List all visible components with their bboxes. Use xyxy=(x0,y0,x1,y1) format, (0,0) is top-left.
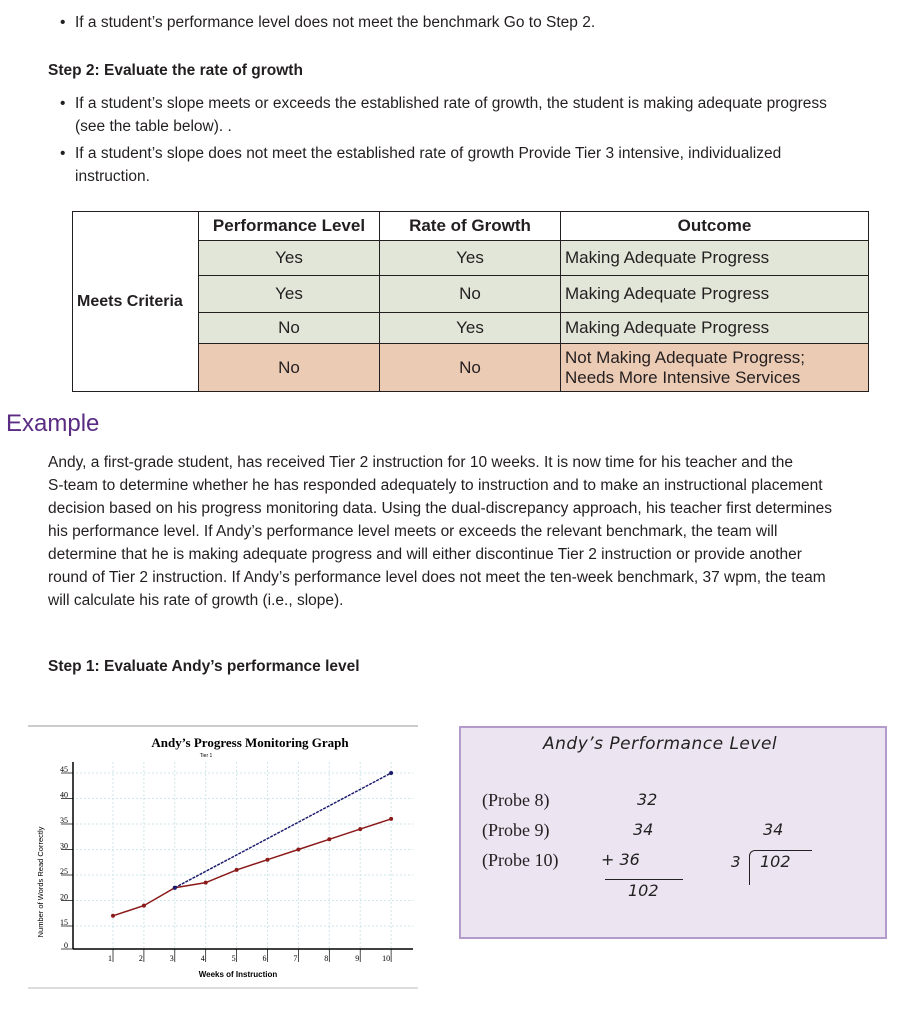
y-tick-label: 35 xyxy=(60,816,68,825)
sum-line xyxy=(605,879,683,880)
sum-value: 102 xyxy=(628,881,659,900)
cell: Making Adequate Progress xyxy=(561,276,869,313)
example-paragraph xyxy=(48,451,832,612)
data-point xyxy=(142,904,146,908)
x-axis-label: Weeks of Instruction xyxy=(198,970,278,979)
x-tick-label: 2 xyxy=(138,954,143,963)
cell-line: Not Making Adequate Progress; xyxy=(565,347,806,367)
cell: Yes xyxy=(199,241,380,276)
cell: Making Adequate Progress xyxy=(561,241,869,276)
bullet-item: • If a student’s slope does not meet the established rate of growth Provide Tier 3 intensive, individualized instruction. xyxy=(60,145,782,185)
divisor: 3 xyxy=(731,853,741,871)
data-point xyxy=(173,886,177,890)
data-point xyxy=(296,848,300,852)
probe-label: (Probe 9) xyxy=(482,820,550,840)
performance-level-box xyxy=(459,726,887,939)
x-tick-label: 6 xyxy=(262,954,267,963)
bullet-text: instruction. xyxy=(75,168,150,185)
probe-value: + 36 xyxy=(601,850,640,869)
bullet-text: (see the table below). . xyxy=(75,118,232,135)
progress-chart xyxy=(28,725,418,989)
data-point xyxy=(327,837,331,841)
x-tick-label: 4 xyxy=(200,954,205,963)
x-tick-label: 10 xyxy=(382,954,391,963)
dividend: 102 xyxy=(760,852,791,871)
step1-heading: Step 1: Evaluate Andy’s performance level xyxy=(48,658,360,675)
bullet-text: If a student’s slope meets or exceeds the established rate of growth, the student is making adequate progress xyxy=(75,95,827,112)
series-line-progress xyxy=(113,819,391,916)
cell xyxy=(561,344,869,392)
data-point xyxy=(358,827,362,831)
text-line: decision based on his progress monitoring data. Using the dual-discrepancy approach, his teacher first determines xyxy=(48,500,833,517)
chart-svg xyxy=(28,727,418,987)
x-tick-label: 1 xyxy=(108,954,112,963)
criteria-table xyxy=(72,211,869,392)
cell-line: Needs More Intensive Services xyxy=(565,367,801,387)
cell: No xyxy=(199,313,380,344)
y-axis-label: Number of Words Read Correctly xyxy=(36,826,45,938)
data-point xyxy=(389,771,393,775)
x-tick-label: 8 xyxy=(324,954,329,963)
chart-subtitle: Tier 1 xyxy=(199,753,213,759)
example-heading: Example xyxy=(6,410,100,437)
cell: Yes xyxy=(380,241,561,276)
header-outcome: Outcome xyxy=(561,212,869,241)
x-tick-label: 9 xyxy=(355,954,360,963)
x-tick-label: 5 xyxy=(231,954,236,963)
bullet-item: • If a student’s performance level does not meet the benchmark Go to Step 2. xyxy=(60,14,596,31)
cell: No xyxy=(380,276,561,313)
text-line: S-team to determine whether he has responded adequately to instruction and to make an instructional placement xyxy=(48,477,823,494)
x-tick-label: 7 xyxy=(293,954,298,963)
text-line: determine that he is making adequate progress and will either discontinue Tier 2 instruction or provide another xyxy=(48,546,802,563)
data-point xyxy=(204,881,208,885)
row-label: Meets Criteria xyxy=(73,212,199,392)
cell: Yes xyxy=(380,313,561,344)
cell: No xyxy=(380,344,561,392)
text-line: his performance level. If Andy’s performance level meets or exceeds the relevant benchmark, the team will xyxy=(48,523,778,540)
cell: Making Adequate Progress xyxy=(561,313,869,344)
header-performance: Performance Level xyxy=(199,212,380,241)
performance-title: Andy’s Performance Level xyxy=(543,734,778,754)
text-line: round of Tier 2 instruction. If Andy’s performance level does not meet the ten-week benchmark, 37 wpm, the team xyxy=(48,569,826,586)
header-rate: Rate of Growth xyxy=(380,212,561,241)
quotient: 34 xyxy=(763,820,784,839)
bullet-text: If a student’s slope does not meet the established rate of growth Provide Tier 3 intensive, individualized xyxy=(75,145,782,162)
x-tick-label: 3 xyxy=(169,954,174,963)
cell: Yes xyxy=(199,276,380,313)
y-tick-label: 20 xyxy=(60,892,68,902)
y-tick-label: 40 xyxy=(60,790,68,800)
y-tick-label: 25 xyxy=(60,867,68,876)
y-tick-label: 30 xyxy=(60,841,68,851)
data-point xyxy=(266,858,270,862)
y-tick-label: 15 xyxy=(60,918,68,927)
bullet-text: If a student’s performance level does not meet the benchmark Go to Step 2. xyxy=(75,14,596,31)
data-point xyxy=(111,914,115,918)
bullet-item: • If a student’s slope meets or exceeds the established rate of growth, the student is making adequate progress (see the table below). . xyxy=(60,95,827,135)
step2-heading: Step 2: Evaluate the rate of growth xyxy=(48,62,303,79)
probe-value: 34 xyxy=(633,820,654,839)
text-line: will calculate his rate of growth (i.e., slope). xyxy=(48,592,344,609)
probe-value: 32 xyxy=(637,790,658,809)
probe-label: (Probe 10) xyxy=(482,850,559,870)
y-tick-label: 0 xyxy=(64,941,68,950)
y-tick-label: 45 xyxy=(60,765,68,774)
data-point xyxy=(389,817,393,821)
text-line: Andy, a first-grade student, has received Tier 2 instruction for 10 weeks. It is now time for his teacher and the xyxy=(48,454,793,471)
data-point xyxy=(235,868,239,872)
probe-label: (Probe 8) xyxy=(482,790,550,810)
cell: No xyxy=(199,344,380,392)
chart-title: Andy’s Progress Monitoring Graph xyxy=(151,735,349,750)
